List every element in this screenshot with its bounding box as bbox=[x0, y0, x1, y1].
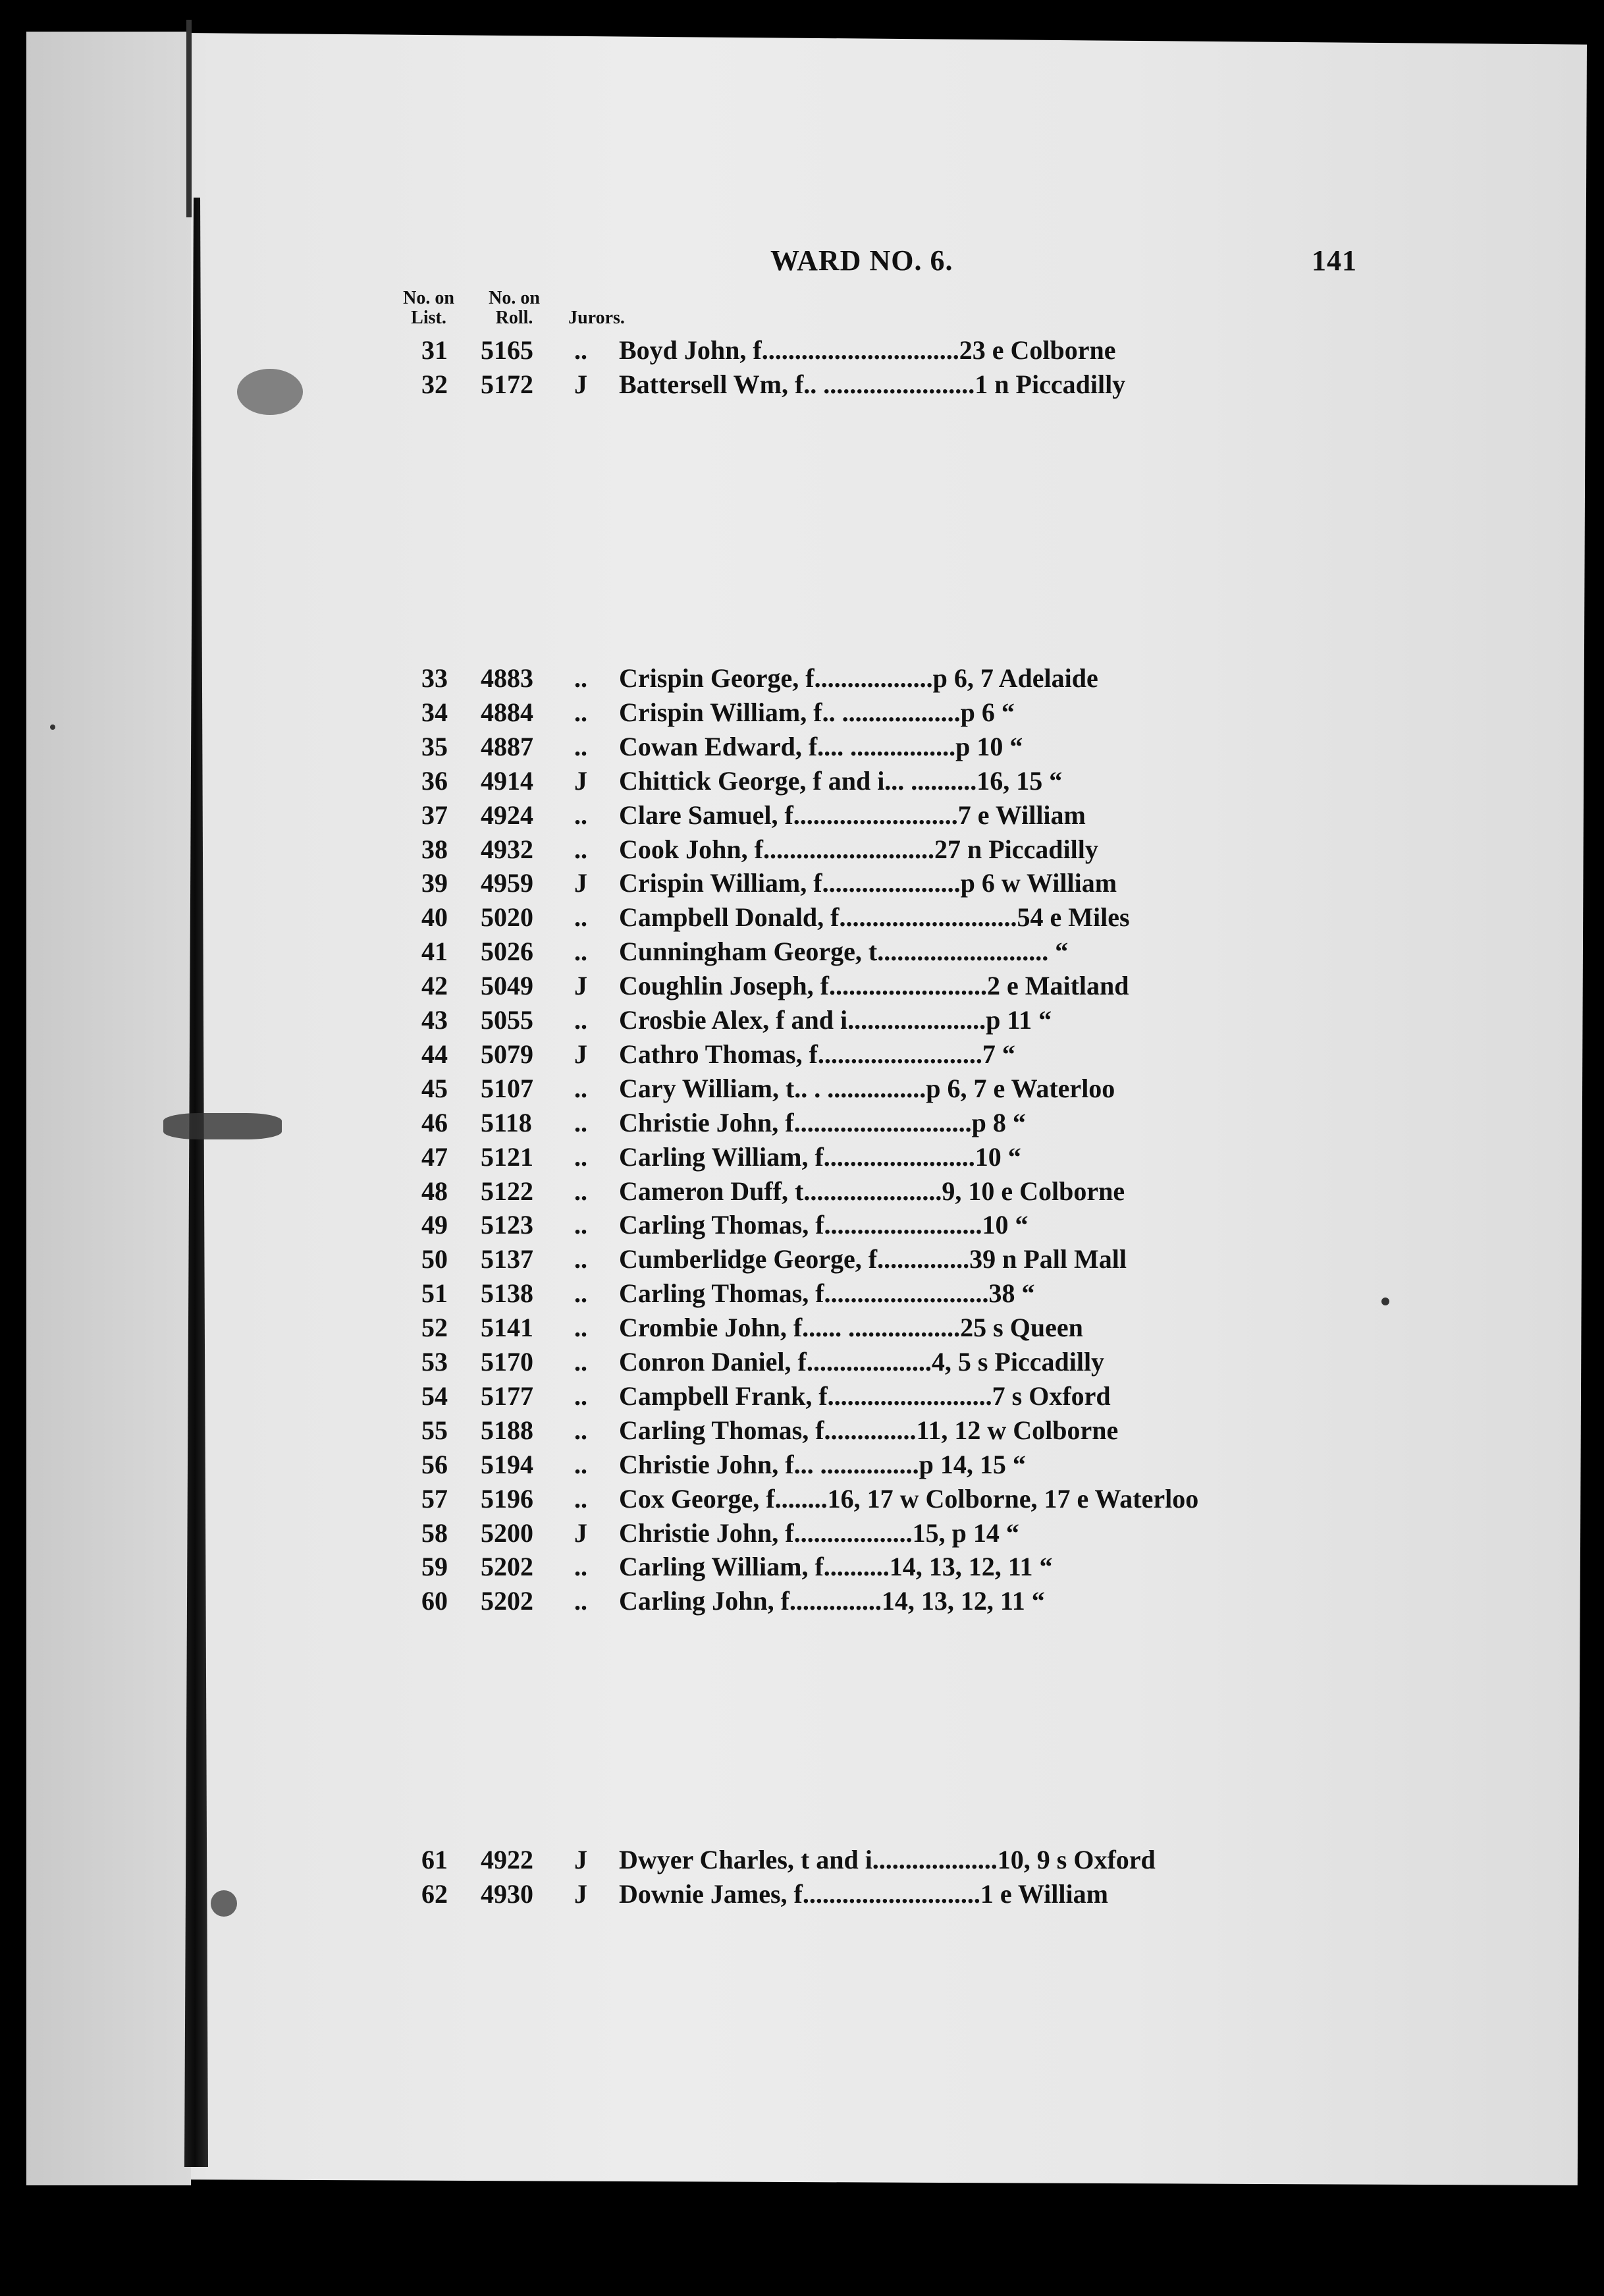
roll-number: 5188 bbox=[481, 1415, 533, 1445]
juror-mark: .. bbox=[574, 1244, 587, 1274]
roll-number: 5202 bbox=[481, 1586, 533, 1616]
roll-number: 5055 bbox=[481, 1005, 533, 1035]
roll-number: 5172 bbox=[481, 369, 533, 399]
entry-text: Christie John, f... ...............p 14, 15 “ bbox=[619, 1450, 1026, 1479]
list-number: 40 bbox=[421, 902, 448, 932]
roll-number: 5049 bbox=[481, 971, 533, 1000]
list-number: 49 bbox=[421, 1210, 448, 1240]
roll-number: 5123 bbox=[481, 1210, 533, 1240]
entry-text: Crispin William, f.. ..................p 6 “ bbox=[619, 697, 1015, 727]
list-number: 35 bbox=[421, 732, 448, 761]
roll-number: 4930 bbox=[481, 1879, 533, 1909]
entry-text: Coughlin Joseph, f........................2 e Maitland bbox=[619, 971, 1129, 1000]
list-number: 45 bbox=[421, 1074, 448, 1103]
juror-mark: J bbox=[574, 766, 587, 796]
juror-mark: J bbox=[574, 971, 587, 1000]
ink-blot bbox=[211, 1890, 237, 1917]
entry-text: Carling John, f..............14, 13, 12, 11 “ bbox=[619, 1586, 1045, 1616]
list-number: 31 bbox=[421, 335, 448, 365]
entry-text: Cox George, f........16, 17 w Colborne, 17 e Waterloo bbox=[619, 1484, 1199, 1514]
roll-number: 5118 bbox=[481, 1108, 532, 1137]
roll-number: 5122 bbox=[481, 1176, 533, 1206]
juror-mark: J bbox=[574, 868, 587, 898]
column-header-roll-line2: Roll. bbox=[495, 308, 533, 328]
binding-gutter-top bbox=[186, 20, 192, 217]
entry-text: Crispin William, f.....................p 6 w William bbox=[619, 868, 1117, 898]
list-number: 59 bbox=[421, 1552, 448, 1581]
juror-mark: .. bbox=[574, 335, 587, 365]
entry-text: Clare Samuel, f.........................7 e William bbox=[619, 800, 1086, 830]
list-number: 51 bbox=[421, 1278, 448, 1308]
juror-mark: .. bbox=[574, 1176, 587, 1206]
list-number: 42 bbox=[421, 971, 448, 1000]
juror-mark: .. bbox=[574, 1142, 587, 1172]
roll-number: 4922 bbox=[481, 1845, 533, 1874]
entry-text: Crosbie Alex, f and i.....................p 11 “ bbox=[619, 1005, 1052, 1035]
page-title: WARD NO. 6. bbox=[770, 244, 953, 277]
list-number: 38 bbox=[421, 834, 448, 864]
juror-mark: .. bbox=[574, 1415, 587, 1445]
entry-text: Crispin George, f..................p 6, 7 Adelaide bbox=[619, 663, 1098, 693]
entry-text: Campbell Donald, f...........................54 e Miles bbox=[619, 902, 1130, 932]
juror-mark: J bbox=[574, 369, 587, 399]
list-number: 32 bbox=[421, 369, 448, 399]
list-number: 62 bbox=[421, 1879, 448, 1909]
entry-text: Cameron Duff, t.....................9, 10 e Colborne bbox=[619, 1176, 1125, 1206]
list-number: 41 bbox=[421, 937, 448, 966]
list-number: 33 bbox=[421, 663, 448, 693]
roll-number: 4887 bbox=[481, 732, 533, 761]
entry-text: Carling Thomas, f.........................38 “ bbox=[619, 1278, 1035, 1308]
list-number: 37 bbox=[421, 800, 448, 830]
juror-mark: .. bbox=[574, 1450, 587, 1479]
roll-number: 5079 bbox=[481, 1039, 533, 1069]
entry-text: Dwyer Charles, t and i...................10, 9 s Oxford bbox=[619, 1845, 1156, 1874]
roll-number: 5165 bbox=[481, 335, 533, 365]
juror-mark: .. bbox=[574, 1210, 587, 1240]
entry-text: Carling William, f.......................10 “ bbox=[619, 1142, 1021, 1172]
roll-number: 4883 bbox=[481, 663, 533, 693]
roll-number: 5170 bbox=[481, 1347, 533, 1377]
roll-number: 4959 bbox=[481, 868, 533, 898]
roll-number: 5107 bbox=[481, 1074, 533, 1103]
ink-blot bbox=[237, 369, 303, 415]
list-number: 52 bbox=[421, 1313, 448, 1342]
list-number: 55 bbox=[421, 1415, 448, 1445]
entry-text: Cathro Thomas, f.........................7 “ bbox=[619, 1039, 1015, 1069]
roll-number: 5194 bbox=[481, 1450, 533, 1479]
column-header-roll bbox=[478, 288, 550, 328]
juror-mark: .. bbox=[574, 800, 587, 830]
juror-mark: .. bbox=[574, 834, 587, 864]
roll-number: 5200 bbox=[481, 1518, 533, 1548]
juror-mark: .. bbox=[574, 1552, 587, 1581]
juror-mark: .. bbox=[574, 902, 587, 932]
entry-text: Cary William, t.. . ...............p 6, 7 e Waterloo bbox=[619, 1074, 1115, 1103]
list-number: 61 bbox=[421, 1845, 448, 1874]
roll-number: 4884 bbox=[481, 697, 533, 727]
roll-number: 4914 bbox=[481, 766, 533, 796]
entry-text: Carling William, f..........14, 13, 12, 11 “ bbox=[619, 1552, 1053, 1581]
roll-number: 5141 bbox=[481, 1313, 533, 1342]
entry-text: Christie John, f..................15, p 14 “ bbox=[619, 1518, 1019, 1548]
column-header-list-line2: List. bbox=[411, 308, 446, 328]
list-number: 50 bbox=[421, 1244, 448, 1274]
entry-text: Campbell Frank, f.........................7 s Oxford bbox=[619, 1381, 1111, 1411]
juror-mark: J bbox=[574, 1879, 587, 1909]
list-number: 57 bbox=[421, 1484, 448, 1514]
entry-text: Battersell Wm, f.. .......................1 n Piccadilly bbox=[619, 369, 1126, 399]
juror-mark: .. bbox=[574, 1484, 587, 1514]
column-header-list bbox=[399, 288, 458, 328]
juror-mark: J bbox=[574, 1039, 587, 1069]
roll-number: 4924 bbox=[481, 800, 533, 830]
list-number: 39 bbox=[421, 868, 448, 898]
speck bbox=[50, 724, 55, 730]
list-number: 54 bbox=[421, 1381, 448, 1411]
roll-number: 5121 bbox=[481, 1142, 533, 1172]
list-number: 48 bbox=[421, 1176, 448, 1206]
juror-mark: J bbox=[574, 1518, 587, 1548]
entry-text: Cumberlidge George, f..............39 n Pall Mall bbox=[619, 1244, 1127, 1274]
list-number: 46 bbox=[421, 1108, 448, 1137]
juror-mark: .. bbox=[574, 1108, 587, 1137]
list-number: 53 bbox=[421, 1347, 448, 1377]
page-number: 141 bbox=[1312, 244, 1357, 277]
entry-text: Conron Daniel, f...................4, 5 s Piccadilly bbox=[619, 1347, 1105, 1377]
juror-mark: .. bbox=[574, 1074, 587, 1103]
entry-text: Cunningham George, t.......................... “ bbox=[619, 937, 1069, 966]
left-page-edge bbox=[26, 32, 191, 2185]
ink-blot bbox=[163, 1113, 282, 1139]
entry-text: Christie John, f...........................p 8 “ bbox=[619, 1108, 1026, 1137]
list-number: 36 bbox=[421, 766, 448, 796]
juror-mark: .. bbox=[574, 937, 587, 966]
juror-mark: .. bbox=[574, 1278, 587, 1308]
list-number: 34 bbox=[421, 697, 448, 727]
entry-text: Carling Thomas, f..............11, 12 w Colborne bbox=[619, 1415, 1119, 1445]
speck bbox=[1381, 1298, 1389, 1305]
juror-mark: .. bbox=[574, 1381, 587, 1411]
roll-number: 5137 bbox=[481, 1244, 533, 1274]
roll-number: 5138 bbox=[481, 1278, 533, 1308]
entry-text: Cowan Edward, f.... ................p 10 “ bbox=[619, 732, 1023, 761]
roll-number: 5202 bbox=[481, 1552, 533, 1581]
juror-mark: .. bbox=[574, 1347, 587, 1377]
entry-text: Cook John, f..........................27 n Piccadilly bbox=[619, 834, 1098, 864]
entry-text: Boyd John, f..............................23 e Colborne bbox=[619, 335, 1116, 365]
list-number: 47 bbox=[421, 1142, 448, 1172]
roll-number: 5020 bbox=[481, 902, 533, 932]
juror-mark: .. bbox=[574, 1586, 587, 1616]
list-number: 43 bbox=[421, 1005, 448, 1035]
juror-mark: .. bbox=[574, 732, 587, 761]
juror-mark: .. bbox=[574, 1005, 587, 1035]
roll-number: 4932 bbox=[481, 834, 533, 864]
list-number: 44 bbox=[421, 1039, 448, 1069]
column-header-jurors: Jurors. bbox=[568, 308, 625, 328]
roll-number: 5177 bbox=[481, 1381, 533, 1411]
juror-mark: .. bbox=[574, 697, 587, 727]
entry-text: Downie James, f...........................1 e William bbox=[619, 1879, 1108, 1909]
roll-number: 5026 bbox=[481, 937, 533, 966]
list-number: 56 bbox=[421, 1450, 448, 1479]
column-header-list-line1: No. on bbox=[403, 288, 454, 308]
entry-text: Carling Thomas, f........................10 “ bbox=[619, 1210, 1029, 1240]
list-number: 58 bbox=[421, 1518, 448, 1548]
juror-mark: J bbox=[574, 1845, 587, 1874]
entry-text: Crombie John, f...... .................25 s Queen bbox=[619, 1313, 1083, 1342]
entry-text: Chittick George, f and i... ..........16, 15 “ bbox=[619, 766, 1063, 796]
column-header-roll-line1: No. on bbox=[489, 288, 540, 308]
list-number: 60 bbox=[421, 1586, 448, 1616]
juror-mark: .. bbox=[574, 1313, 587, 1342]
roll-number: 5196 bbox=[481, 1484, 533, 1514]
juror-mark: .. bbox=[574, 663, 587, 693]
